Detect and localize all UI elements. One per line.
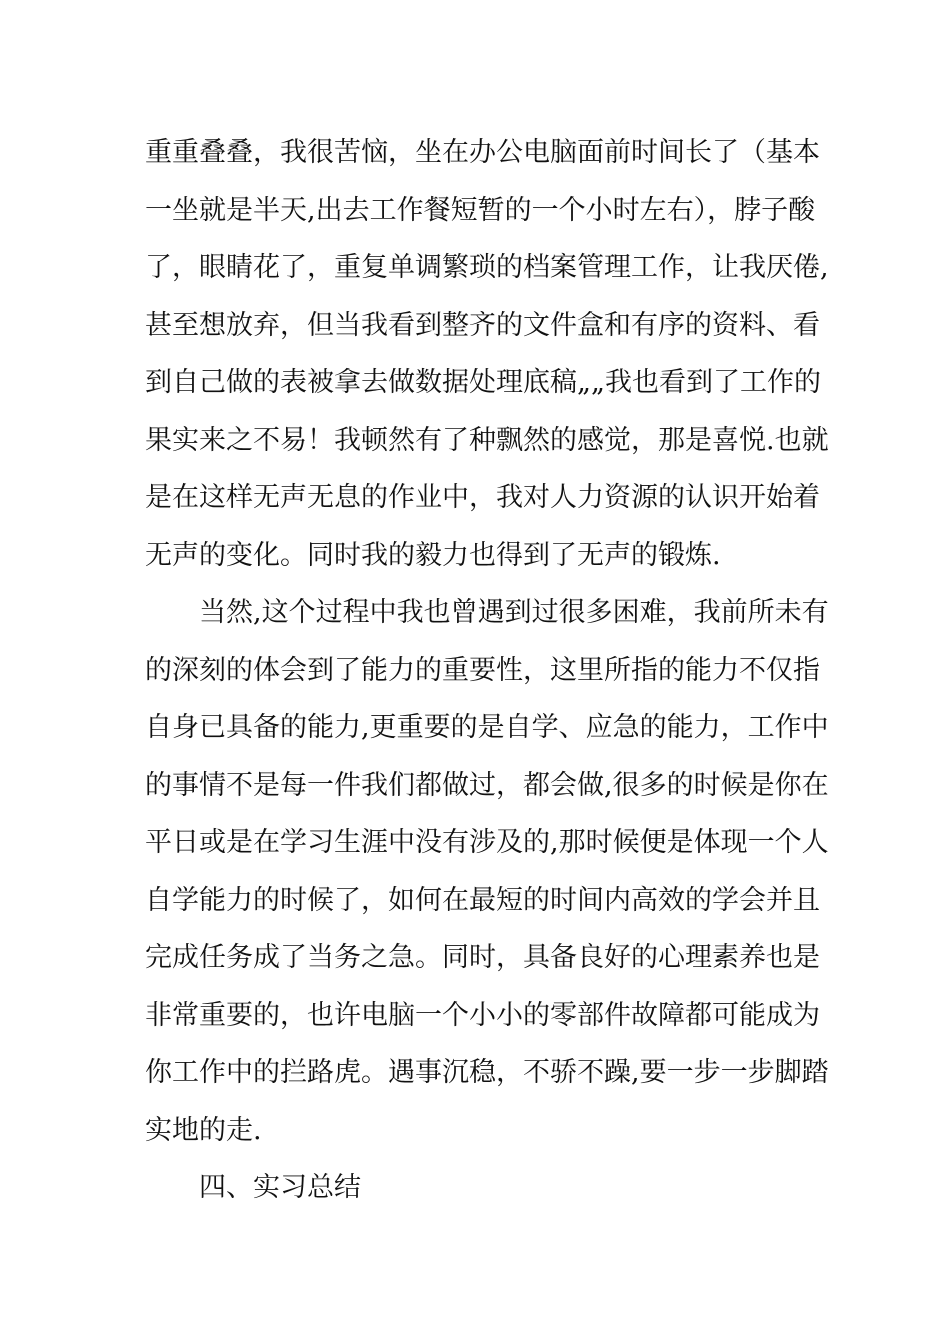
paragraph-line: 重重叠叠，我很苦恼，坐在办公电脑面前时间长了（基本 xyxy=(145,137,820,168)
paragraph-line: 一坐就是半天,出去工作餐短暂的一个小时左右），脖子酸 xyxy=(145,195,816,226)
paragraph-line: 自学能力的时候了，如何在最短的时间内高效的学会并且 xyxy=(145,885,820,916)
paragraph-line: 甚至想放弃，但当我看到整齐的文件盒和有序的资料、看 xyxy=(145,310,820,341)
paragraph-line: 果实来之不易！我顿然有了种飘然的感觉，那是喜悦.也就 xyxy=(145,425,829,456)
section-heading: 四、实习总结 xyxy=(199,1172,361,1203)
paragraph-line: 你工作中的拦路虎。遇事沉稳，不骄不躁,要一步一步脚踏 xyxy=(145,1057,829,1088)
paragraph-line: 了，眼睛花了，重复单调繁琐的档案管理工作，让我厌倦, xyxy=(145,252,829,283)
paragraph-line: 的事情不是每一件我们都做过，都会做,很多的时候是你在 xyxy=(145,770,829,801)
paragraph-line: 是在这样无声无息的作业中，我对人力资源的认识开始着 xyxy=(145,482,820,513)
paragraph-line: 完成任务成了当务之急。同时，具备良好的心理素养也是 xyxy=(145,942,820,973)
paragraph-line: 非常重要的，也许电脑一个小小的零部件故障都可能成为 xyxy=(145,1000,820,1031)
paragraph-line: 自身已具备的能力,更重要的是自学、应急的能力，工作中 xyxy=(145,712,829,743)
paragraph-line: 无声的变化。同时我的毅力也得到了无声的锻炼. xyxy=(145,540,721,571)
paragraph-line: 平日或是在学习生涯中没有涉及的,那时候便是体现一个人 xyxy=(145,827,829,858)
paragraph-line: 到自己做的表被拿去做数据处理底稿„„我也看到了工作的 xyxy=(145,367,821,398)
paragraph-line: 实地的走. xyxy=(145,1115,262,1146)
paragraph-line: 的深刻的体会到了能力的重要性，这里所指的能力不仅指 xyxy=(145,655,820,686)
paragraph-line: 当然,这个过程中我也曾遇到过很多困难，我前所未有 xyxy=(199,597,829,628)
